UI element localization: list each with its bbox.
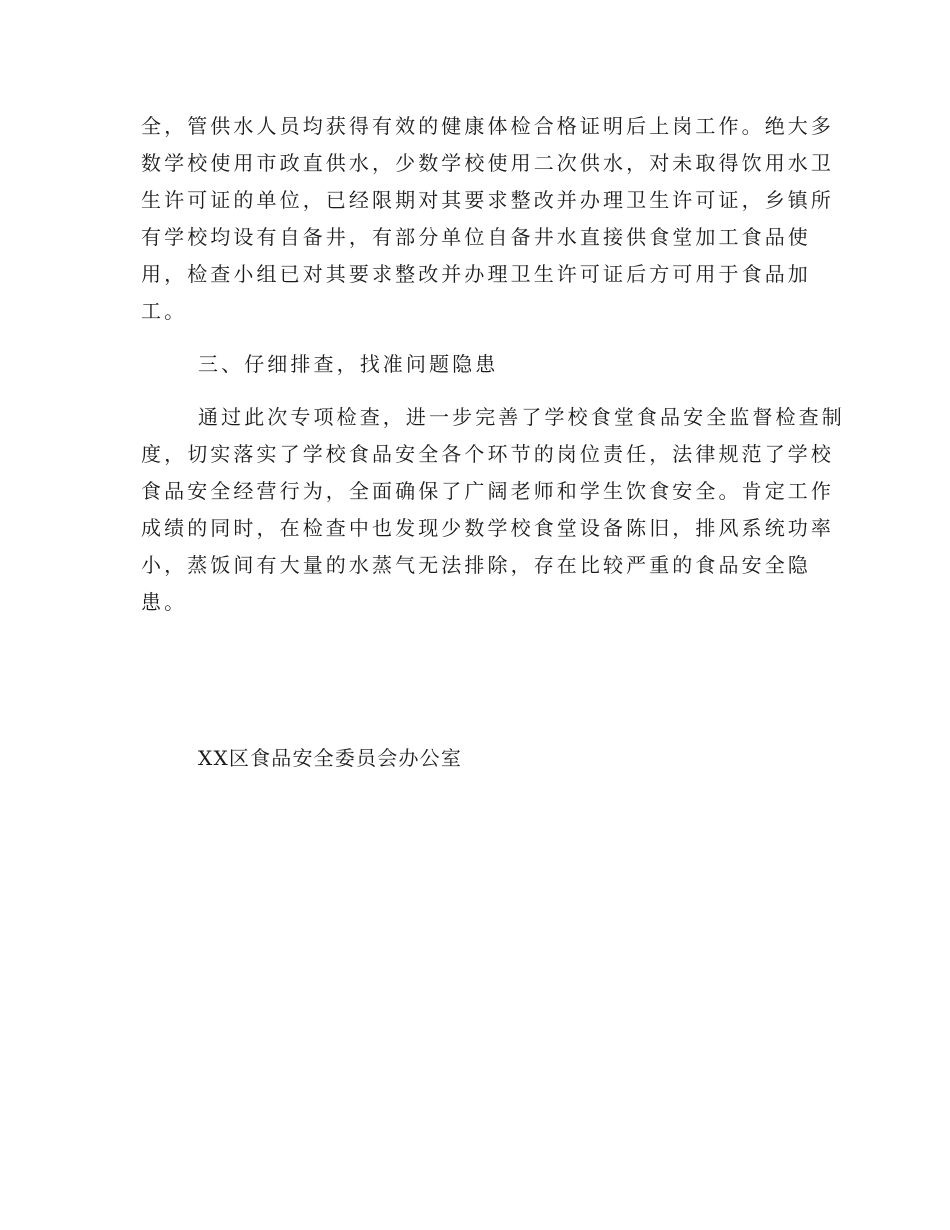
paragraph-line: 全，管供水人员均获得有效的健康体检合格证明后上岗工作。绝大多 <box>141 114 834 138</box>
paragraph-line: 生许可证的单位，已经限期对其要求整改并办理卫生许可证，乡镇所 <box>141 188 834 212</box>
paragraph-line: 有学校均设有自备井，有部分单位自备井水直接供食堂加工食品使 <box>141 225 811 249</box>
paragraph-line: 工。 <box>141 299 188 323</box>
section-heading: 三、仔细排查，找准问题隐患 <box>198 352 499 376</box>
paragraph-line: 通过此次专项检查，进一步完善了学校食堂食品安全监督检查制 <box>198 405 845 429</box>
paragraph-line: 小，蒸饭间有大量的水蒸气无法排除，存在比较严重的食品安全隐 <box>141 553 811 577</box>
signature: XX区食品安全委员会办公室 <box>198 746 463 770</box>
paragraph-line: 食品安全经营行为，全面确保了广阔老师和学生饮食安全。肯定工作 <box>141 479 834 503</box>
paragraph-line: 度，切实落实了学校食品安全各个环节的岗位责任，法律规范了学校 <box>141 442 834 466</box>
paragraph-line: 用，检查小组已对其要求整改并办理卫生许可证后方可用于食品加 <box>141 262 811 286</box>
paragraph-line: 数学校使用市政直供水，少数学校使用二次供水，对未取得饮用水卫 <box>141 151 834 175</box>
paragraph-line: 患。 <box>141 590 188 614</box>
paragraph-line: 成绩的同时，在检查中也发现少数学校食堂设备陈旧，排风系统功率 <box>141 516 834 540</box>
